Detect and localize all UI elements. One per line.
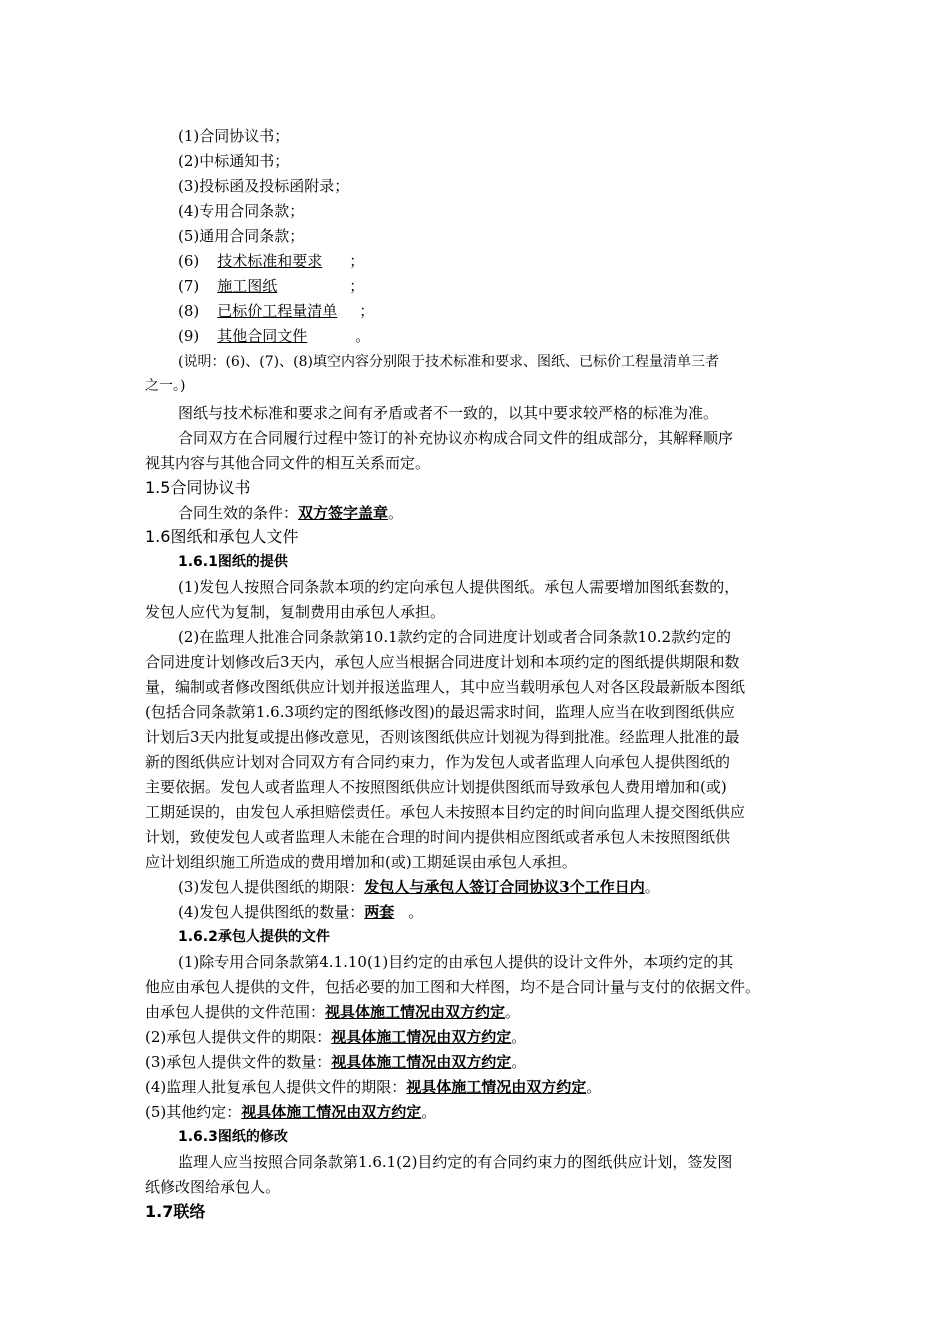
paragraph: (2)承包人提供文件的期限：视具体施工情况由双方约定。 xyxy=(145,1028,527,1046)
subsection-heading: 1.6.1图纸的提供 xyxy=(178,554,288,570)
fill-value: 其他合同文件 xyxy=(217,327,308,345)
paragraph: 工期延误的，由发包人承担赔偿责任。承包人未按照本目约定的时间向监理人提交图纸供应 xyxy=(145,803,746,821)
fill-value: 双方签字盖章 xyxy=(298,504,389,522)
paragraph: 视其内容与其他合同文件的相互关系而定。 xyxy=(145,454,431,472)
list-item: (1)合同协议书； xyxy=(178,127,290,145)
paragraph: (1)发包人按照合同条款本项的约定向承包人提供图纸。承包人需要增加图纸套数的， xyxy=(178,578,740,596)
paragraph: 图纸与技术标准和要求之间有矛盾或者不一致的，以其中要求较严格的标准为准。 xyxy=(178,404,719,422)
paragraph: 发包人应代为复制，复制费用由承包人承担。 xyxy=(145,603,446,621)
list-item-fill: (9) 其他合同文件 。 xyxy=(178,324,370,348)
fill-value: 视具体施工情况由双方约定 xyxy=(325,1003,506,1021)
paragraph: (4)发包人提供图纸的数量：两套 。 xyxy=(178,900,423,924)
paragraph: 应计划组织施工所造成的费用增加和(或)工期延误由承包人承担。 xyxy=(145,853,577,871)
subsection-heading: 1.6.2承包人提供的文件 xyxy=(178,929,330,945)
paragraph: (3)发包人提供图纸的期限：发包人与承包人签订合同协议3个工作日内。 xyxy=(178,878,660,896)
section-heading: 1.7联络 xyxy=(145,1202,206,1221)
paragraph: 由承包人提供的文件范围：视具体施工情况由双方约定。 xyxy=(145,1003,521,1021)
fill-value: 两套 xyxy=(364,903,395,921)
fill-value: 施工图纸 xyxy=(217,277,278,295)
list-item: (2)中标通知书； xyxy=(178,152,290,170)
section-heading: 1.6图纸和承包人文件 xyxy=(145,527,299,546)
fill-value: 视具体施工情况由双方约定 xyxy=(406,1078,587,1096)
list-item-fill: (6) 技术标准和要求 ； xyxy=(178,249,364,273)
paragraph: 合同进度计划修改后3天内，承包人应当根据合同进度计划和本项约定的图纸提供期限和数 xyxy=(145,653,740,671)
list-item: (3)投标函及投标函附录； xyxy=(178,177,350,195)
paragraph: 他应由承包人提供的文件，包括必要的加工图和大样图，均不是合同计量与支付的依据文件。 xyxy=(145,978,761,996)
paragraph: (1)除专用合同条款第4.1.10(1)目约定的由承包人提供的设计文件外，本项约定的其 xyxy=(178,953,734,971)
fill-value: 已标价工程量清单 xyxy=(217,302,338,320)
subsection-heading: 1.6.3图纸的修改 xyxy=(178,1129,288,1145)
fill-value: 发包人与承包人签订合同协议3个工作日内 xyxy=(364,878,645,896)
fill-value: 视具体施工情况由双方约定 xyxy=(241,1103,422,1121)
paragraph: (5)其他约定：视具体施工情况由双方约定。 xyxy=(145,1103,437,1121)
paragraph: (2)在监理人批准合同条款第10.1款约定的合同进度计划或者合同条款10.2款约定的 xyxy=(178,628,732,646)
list-item-fill: (7) 施工图纸 ； xyxy=(178,274,364,298)
paragraph: 计划后3天内批复或提出修改意见，否则该图纸供应计划视为得到批准。经监理人批准的最 xyxy=(145,728,740,746)
note-line: 之一。) xyxy=(145,378,186,394)
paragraph: 纸修改图给承包人。 xyxy=(145,1178,281,1196)
paragraph: 主要依据。发包人或者监理人不按照图纸供应计划提供图纸而导致承包人费用增加和(或) xyxy=(145,778,727,796)
list-item: (5)通用合同条款； xyxy=(178,227,305,245)
fill-value: 视具体施工情况由双方约定 xyxy=(331,1053,512,1071)
paragraph: 监理人应当按照合同条款第1.6.1(2)目约定的有合同约束力的图纸供应计划，签发图 xyxy=(178,1153,733,1171)
paragraph: (3)承包人提供文件的数量：视具体施工情况由双方约定。 xyxy=(145,1053,527,1071)
list-item: (4)专用合同条款； xyxy=(178,202,305,220)
fill-value: 视具体施工情况由双方约定 xyxy=(331,1028,512,1046)
paragraph: 合同生效的条件：双方签字盖章。 xyxy=(178,504,404,522)
section-heading: 1.5合同协议书 xyxy=(145,478,251,497)
paragraph: 新的图纸供应计划对合同双方有合同约束力，作为发包人或者监理人向承包人提供图纸的 xyxy=(145,753,731,771)
list-item-fill: (8) 已标价工程量清单 ； xyxy=(178,299,374,323)
paragraph: 量，编制或者修改图纸供应计划并报送监理人，其中应当载明承包人对各区段最新版本图纸 xyxy=(145,678,746,696)
paragraph: 计划，致使发包人或者监理人未能在合理的时间内提供相应图纸或者承包人未按照图纸供 xyxy=(145,828,731,846)
paragraph: 合同双方在合同履行过程中签订的补充协议亦构成合同文件的组成部分，其解释顺序 xyxy=(178,429,734,447)
note-line: (说明：(6)、(7)、(8)填空内容分别限于技术标准和要求、图纸、已标价工程量清单三者 xyxy=(178,354,719,370)
paragraph: (包括合同条款第1.6.3项约定的图纸修改图)的最迟需求时间，监理人应当在收到图纸供应 xyxy=(145,703,735,721)
paragraph: (4)监理人批复承包人提供文件的期限：视具体施工情况由双方约定。 xyxy=(145,1078,602,1096)
fill-value: 技术标准和要求 xyxy=(217,252,323,270)
